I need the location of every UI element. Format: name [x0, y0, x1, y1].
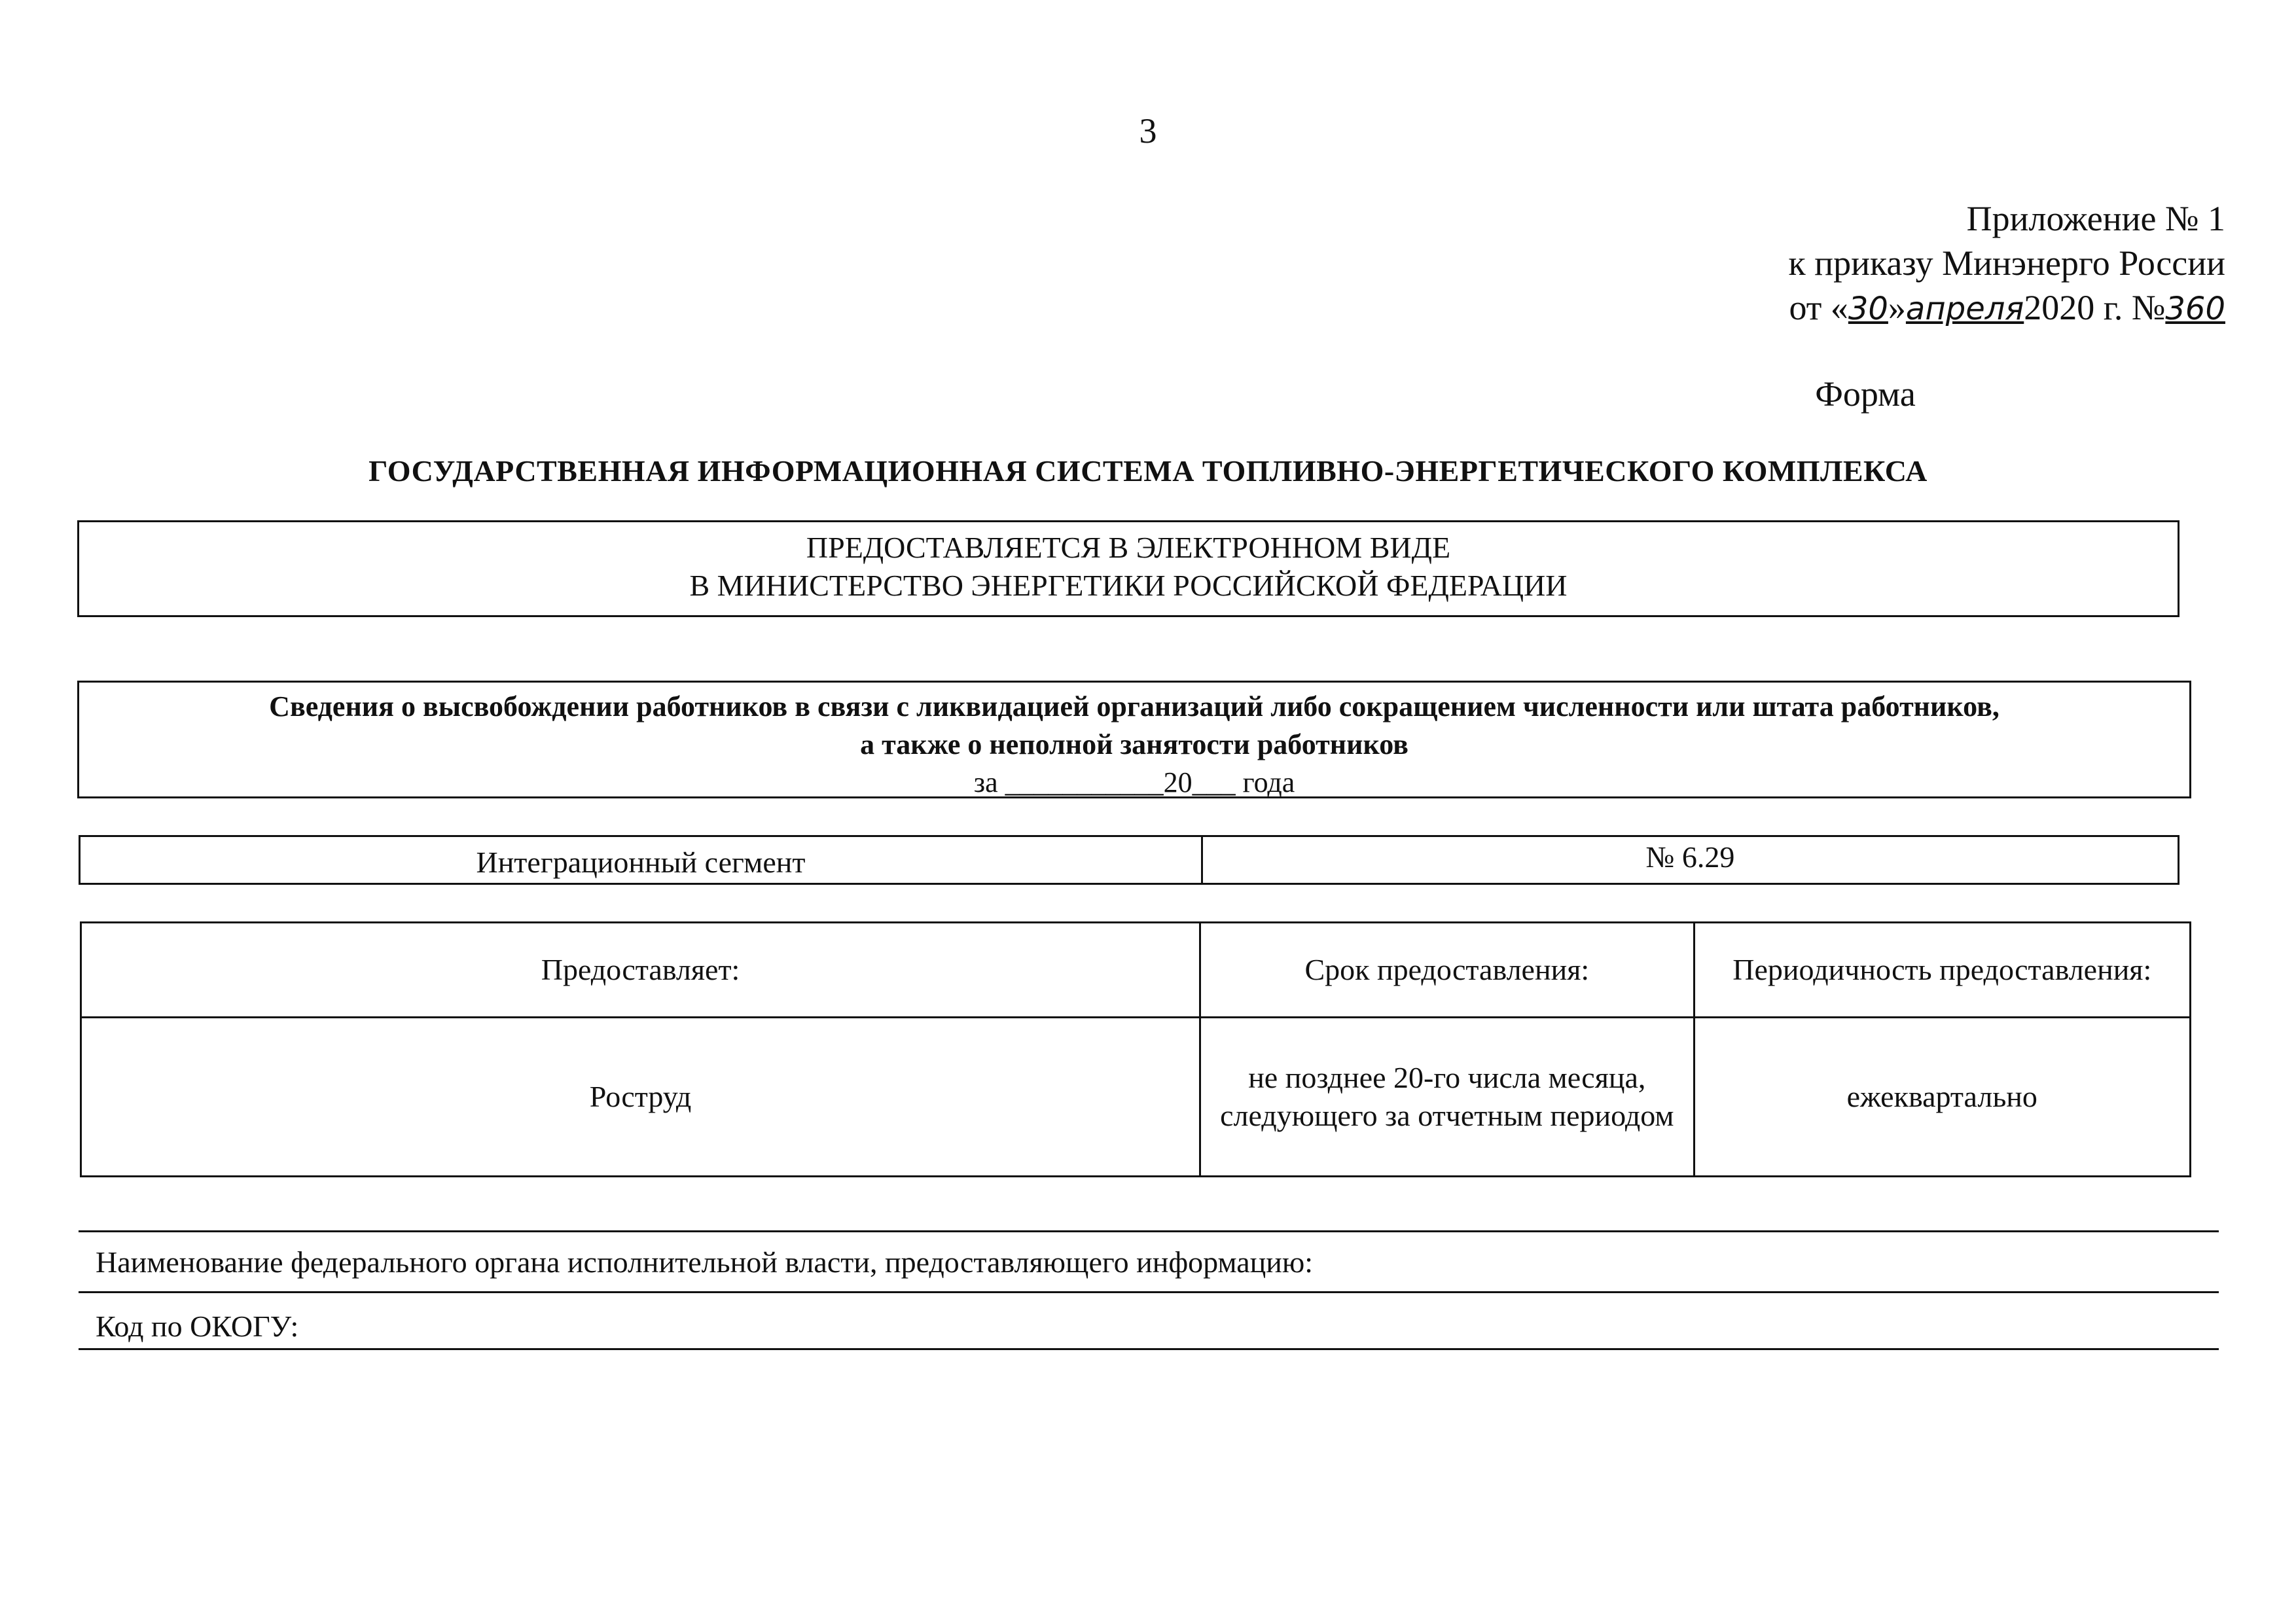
- appendix-header: [1597, 196, 2225, 331]
- table-row: [81, 1018, 2191, 1177]
- submission-details-table: [80, 921, 2191, 1177]
- report-title-box: [77, 681, 2191, 798]
- segment-value: № 6.29: [1645, 840, 1735, 874]
- cell-provider: Роструд: [81, 1018, 1200, 1177]
- integration-segment-table: [79, 835, 2179, 885]
- header-deadline: Срок предоставления:: [1200, 923, 1694, 1018]
- okogu-field-label: Код по ОКОГУ:: [96, 1310, 299, 1343]
- submission-notice-line1: ПРЕДОСТАВЛЯЕТСЯ В ЭЛЕКТРОННОМ ВИДЕ: [806, 531, 1451, 564]
- appendix-date-line: [1597, 285, 2225, 331]
- segment-label: Интеграционный сегмент: [81, 837, 1203, 883]
- form-label: Форма: [1815, 374, 1916, 414]
- handwritten-day: 30: [1848, 291, 1888, 327]
- cell-deadline: не позднее 20-го числа месяца, следующего за отчетным периодом: [1200, 1018, 1694, 1177]
- appendix-title: Приложение № 1: [1966, 199, 2225, 238]
- cell-periodicity: ежеквартально: [1694, 1018, 2190, 1177]
- okogu-field-line[interactable]: [79, 1348, 2219, 1350]
- submission-notice-box: [77, 520, 2179, 617]
- page-number: 3: [1139, 111, 1157, 151]
- authority-field-label: Наименование федерального органа исполнительной власти, предоставляющего информацию:: [96, 1245, 1314, 1279]
- handwritten-number: 360: [2165, 291, 2225, 327]
- appendix-order-ref: к приказу Минэнерго России: [1788, 243, 2225, 283]
- divider-top: [79, 1230, 2219, 1232]
- table-header-row: [81, 923, 2191, 1018]
- report-title-line2: а также о неполной занятости работников: [860, 728, 1408, 760]
- date-prefix: от «: [1789, 288, 1848, 327]
- header-periodicity: Периодичность предоставления:: [1694, 923, 2190, 1018]
- report-title-line1: Сведения о высвобождении работников в связи с ликвидацией организаций либо сокращением численности или штата работников,: [269, 690, 2000, 722]
- date-suffix: 2020 г. №: [2024, 288, 2166, 327]
- date-mid: »: [1888, 288, 1906, 327]
- system-title: ГОСУДАРСТВЕННАЯ ИНФОРМАЦИОННАЯ СИСТЕМА ТОПЛИВНО-ЭНЕРГЕТИЧЕСКОГО КОМПЛЕКСА: [368, 454, 1928, 488]
- authority-field-line[interactable]: [79, 1291, 2219, 1293]
- header-provider: Предоставляет:: [81, 923, 1200, 1018]
- handwritten-month: апреля: [1905, 291, 2024, 327]
- report-period-line: за ___________20___ года: [973, 766, 1295, 798]
- submission-notice-line2: В МИНИСТЕРСТВО ЭНЕРГЕТИКИ РОССИЙСКОЙ ФЕДЕРАЦИИ: [689, 569, 1568, 602]
